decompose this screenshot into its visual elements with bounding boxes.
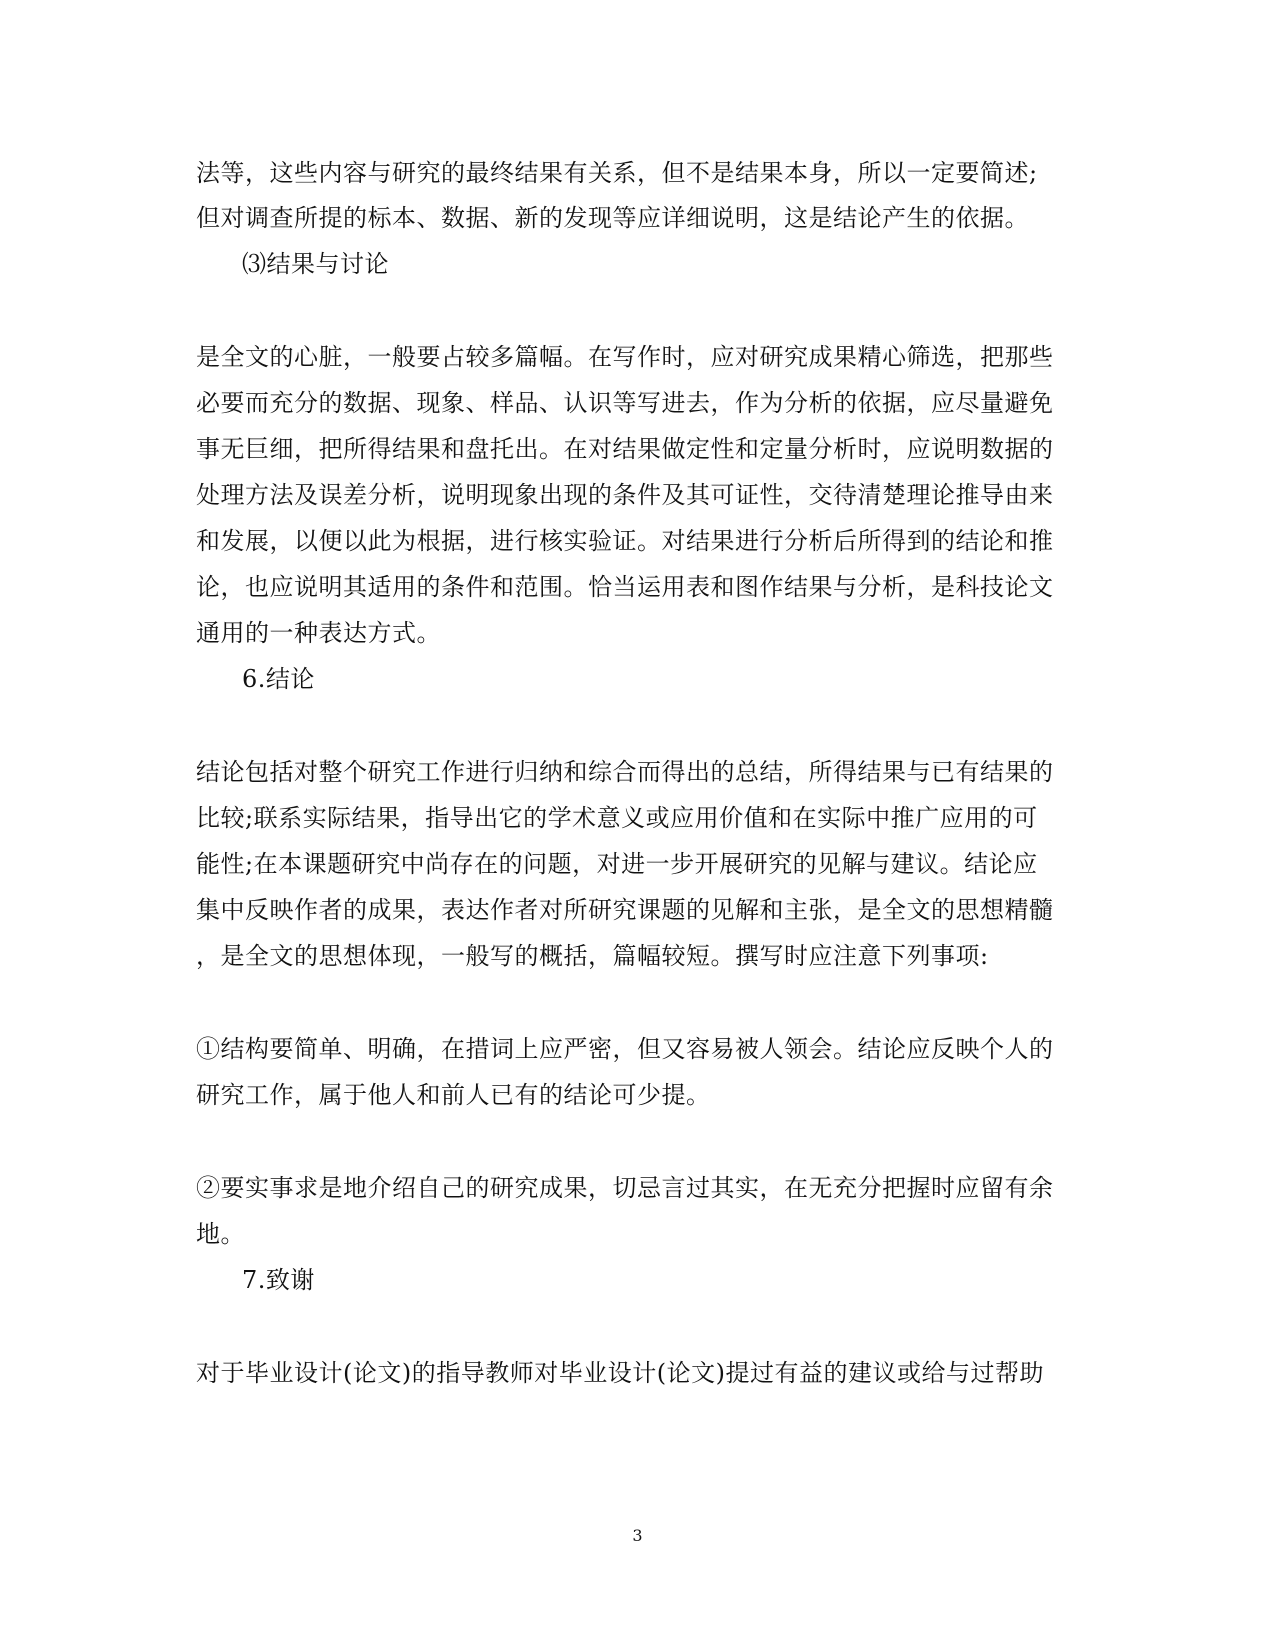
text-line: 是全文的心脏，一般要占较多篇幅。在写作时，应对研究成果精心筛选，把那些 — [196, 343, 1054, 371]
text-line: 能性;在本课题研究中尚存在的问题，对进一步开展研究的见解与建议。结论应 — [196, 850, 1038, 878]
section-heading: 7.致谢 — [242, 1266, 315, 1294]
text-line: 通用的一种表达方式。 — [196, 619, 441, 647]
text-line: 地。 — [196, 1220, 245, 1248]
text-line: 法等，这些内容与研究的最终结果有关系，但不是结果本身，所以一定要简述; — [196, 159, 1038, 187]
text-line: 但对调查所提的标本、数据、新的发现等应详细说明，这是结论产生的依据。 — [196, 204, 1029, 232]
text-line: ②要实事求是地介绍自己的研究成果，切忌言过其实，在无充分把握时应留有余 — [196, 1174, 1054, 1202]
text-line: ，是全文的思想体现，一般写的概括，篇幅较短。撰写时应注意下列事项: — [196, 942, 989, 970]
text-line: 集中反映作者的成果，表达作者对所研究课题的见解和主张，是全文的思想精髓 — [196, 896, 1054, 924]
section-heading: ⑶结果与讨论 — [242, 250, 389, 278]
text-line: 事无巨细，把所得结果和盘托出。在对结果做定性和定量分析时，应说明数据的 — [196, 435, 1054, 463]
text-line: 结论包括对整个研究工作进行归纳和综合而得出的总结，所得结果与已有结果的 — [196, 758, 1054, 786]
page-number: 3 — [632, 1526, 643, 1545]
text-line: 论，也应说明其适用的条件和范围。恰当运用表和图作结果与分析，是科技论文 — [196, 573, 1054, 601]
text-line: 和发展，以便以此为根据，进行核实验证。对结果进行分析后所得到的结论和推 — [196, 527, 1054, 555]
text-line: 对于毕业设计(论文)的指导教师对毕业设计(论文)提过有益的建议或给与过帮助 — [196, 1359, 1044, 1387]
text-line: 比较;联系实际结果，指导出它的学术意义或应用价值和在实际中推广应用的可 — [196, 804, 1038, 832]
text-line: 处理方法及误差分析，说明现象出现的条件及其可证性，交待清楚理论推导由来 — [196, 481, 1054, 509]
text-line: 必要而充分的数据、现象、样品、认识等写进去，作为分析的依据，应尽量避免 — [196, 389, 1054, 417]
text-line: ①结构要简单、明确，在措词上应严密，但又容易被人领会。结论应反映个人的 — [196, 1035, 1054, 1063]
text-line: 研究工作，属于他人和前人已有的结论可少提。 — [196, 1081, 711, 1109]
section-heading: 6.结论 — [242, 665, 315, 693]
